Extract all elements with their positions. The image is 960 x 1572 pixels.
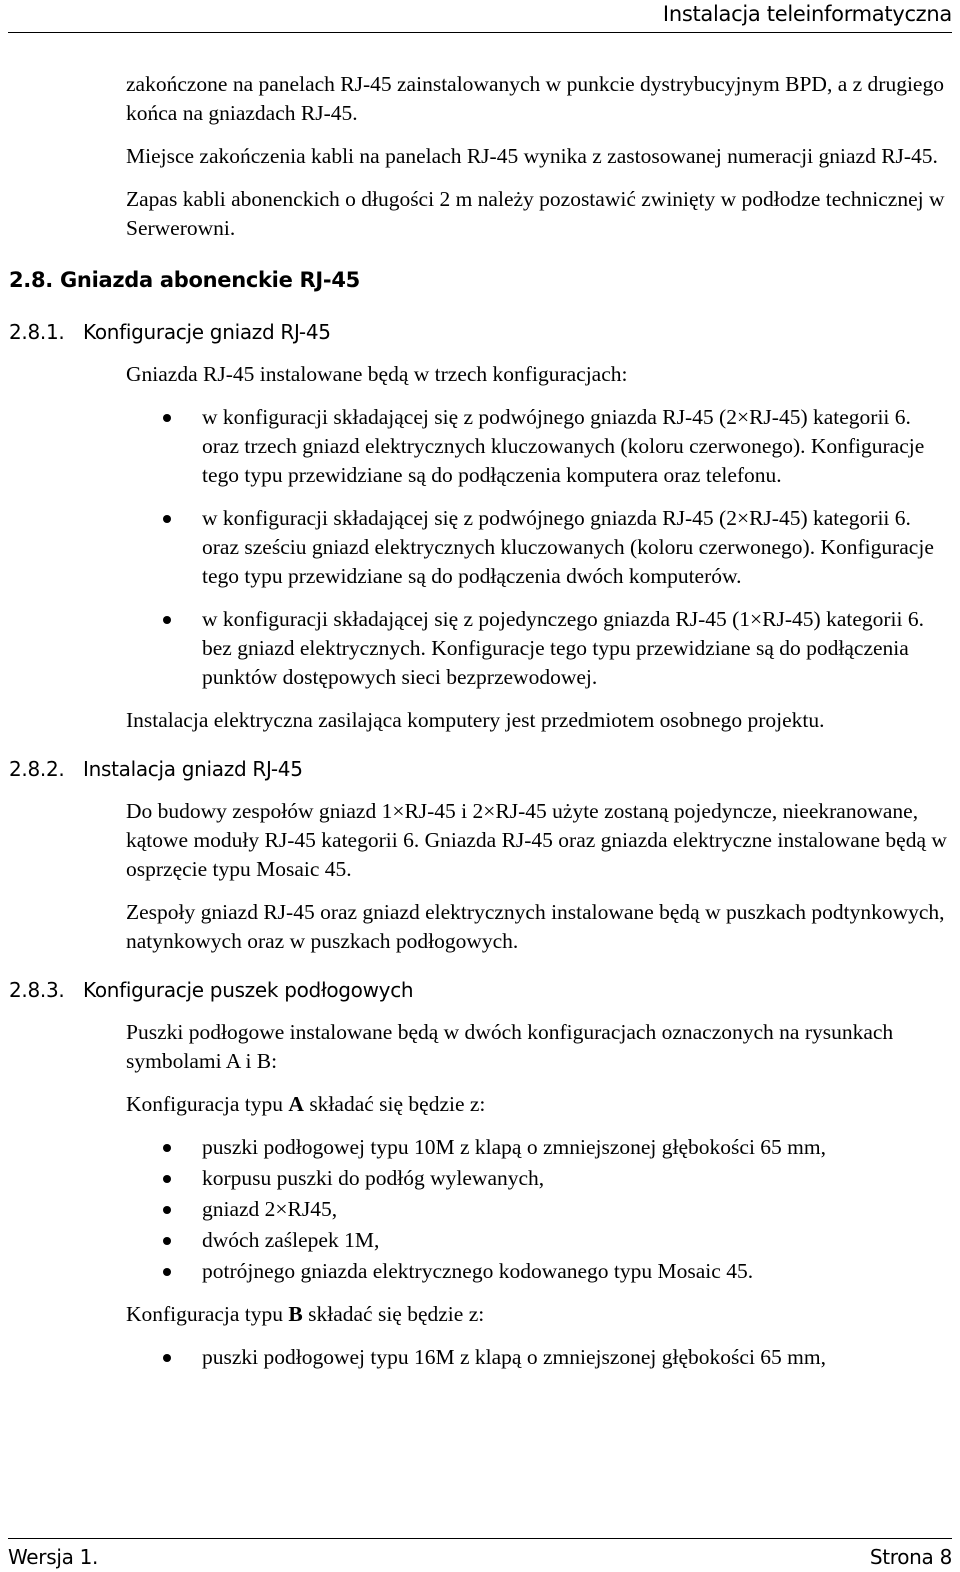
config-a-prefix: Konfiguracja typu [126,1092,289,1116]
list-item [0,1257,950,1286]
bullet-icon [163,616,171,624]
subsection-title: Instalacja gniazd RJ-45 [83,757,303,781]
list-item-text: potrójnego gniazda elektrycznego kodowanego typu Mosaic 45. [202,1259,754,1283]
config-a-suffix: składać się będzie z: [303,1092,486,1116]
list-item-text: dwóch zaślepek 1M, [202,1228,380,1252]
bullet-icon [163,1354,171,1362]
subsection-number: 2.8.1. [9,320,65,344]
config-a-list [0,1133,950,1286]
list-item-text: puszki podłogowej typu 16M z klapą o zmniejszonej głębokości 65 mm, [202,1345,826,1369]
list-item [0,1164,950,1193]
bullet-icon [163,414,171,422]
paragraph: Zespoły gniazd RJ-45 oraz gniazd elektrycznych instalowane będą w puszkach podtynkowych, natynkowych oraz w puszkach podłogowych. [126,900,945,953]
config-b-suffix: składać się będzie z: [302,1302,485,1326]
list-item [0,403,950,490]
list-item [0,504,950,591]
paragraph: Miejsce zakończenia kabli na panelach RJ-45 wynika z zastosowanej numeracji gniazd RJ-45. [126,144,938,168]
config-b-letter: B [288,1302,303,1326]
config-b-list [0,1343,950,1372]
list-item-text: w konfiguracji składającej się z pojedynczego gniazda RJ-45 (1×RJ-45) kategorii 6. bez gniazd elektrycznych. Konfiguracje tego typu przewidziane są do podłączenia punktów dostępowych sieci bezprzewodowej. [202,607,924,689]
bullet-icon [163,1206,171,1214]
bullet-icon [163,1144,171,1152]
section-heading: 2.8. Gniazda abonenckie RJ-45 [9,268,360,292]
list-item-text: puszki podłogowej typu 10M z klapą o zmniejszonej głębokości 65 mm, [202,1135,826,1159]
page-number: Strona 8 [869,1545,952,1569]
list-item [0,1343,950,1372]
subsection-number: 2.8.3. [9,978,65,1002]
version-label: Wersja 1. [8,1545,99,1569]
page-header [8,0,952,33]
bullet-icon [163,1268,171,1276]
list-item [0,605,950,692]
page-content [0,70,960,1386]
subsection-title: Konfiguracje puszek podłogowych [83,978,414,1002]
bullet-icon [163,515,171,523]
list-item-text: w konfiguracji składającej się z podwójnego gniazda RJ-45 (2×RJ-45) kategorii 6. oraz sześciu gniazd elektrycznych kluczowanych (koloru czerwonego). Konfiguracje tego typu przewidziane są do podłączenia dwóch komputerów. [202,506,934,588]
page-footer [8,1538,952,1572]
list-item [0,1195,950,1224]
document-title: Instalacja teleinformatyczna [662,2,952,26]
config-a-heading [126,1090,950,1119]
paragraph: zakończone na panelach RJ-45 zainstalowanych w punkcie dystrybucyjnym BPD, a z drugiego końca na gniazdach RJ-45. [126,72,944,125]
bullet-icon [163,1175,171,1183]
paragraph: Zapas kabli abonenckich o długości 2 m należy pozostawić zwinięty w podłodze technicznej w Serwerowni. [126,187,945,240]
config-a-letter: A [288,1092,304,1116]
paragraph: Do budowy zespołów gniazd 1×RJ-45 i 2×RJ-45 użyte zostaną pojedyncze, nieekranowane, kątowe moduły RJ-45 kategorii 6. Gniazda RJ-45 oraz gniazda elektryczne instalowane będą w osprzęcie typu Mosaic 45. [126,799,947,881]
subsection-heading [9,320,960,344]
subsection-number: 2.8.2. [9,757,65,781]
subsection-heading [9,978,960,1002]
list-item [0,1226,950,1255]
subsection-heading [9,757,960,781]
subsection-title: Konfiguracje gniazd RJ-45 [83,320,331,344]
paragraph: Gniazda RJ-45 instalowane będą w trzech konfiguracjach: [126,362,628,386]
config-b-heading [126,1300,950,1329]
paragraph: Instalacja elektryczna zasilająca komputery jest przedmiotem osobnego projektu. [126,708,825,732]
configuration-list [0,403,950,692]
list-item-text: korpusu puszki do podłóg wylewanych, [202,1166,545,1190]
list-item-text: gniazd 2×RJ45, [202,1197,338,1221]
list-item-text: w konfiguracji składającej się z podwójnego gniazda RJ-45 (2×RJ-45) kategorii 6. oraz trzech gniazd elektrycznych kluczowanych (koloru czerwonego). Konfiguracje tego typu przewidziane są do podłączenia komputera oraz telefonu. [202,405,925,487]
bullet-icon [163,1237,171,1245]
paragraph: Puszki podłogowe instalowane będą w dwóch konfiguracjach oznaczonych na rysunkach symbolami A i B: [126,1020,894,1073]
config-b-prefix: Konfiguracja typu [126,1302,289,1326]
list-item [0,1133,950,1162]
